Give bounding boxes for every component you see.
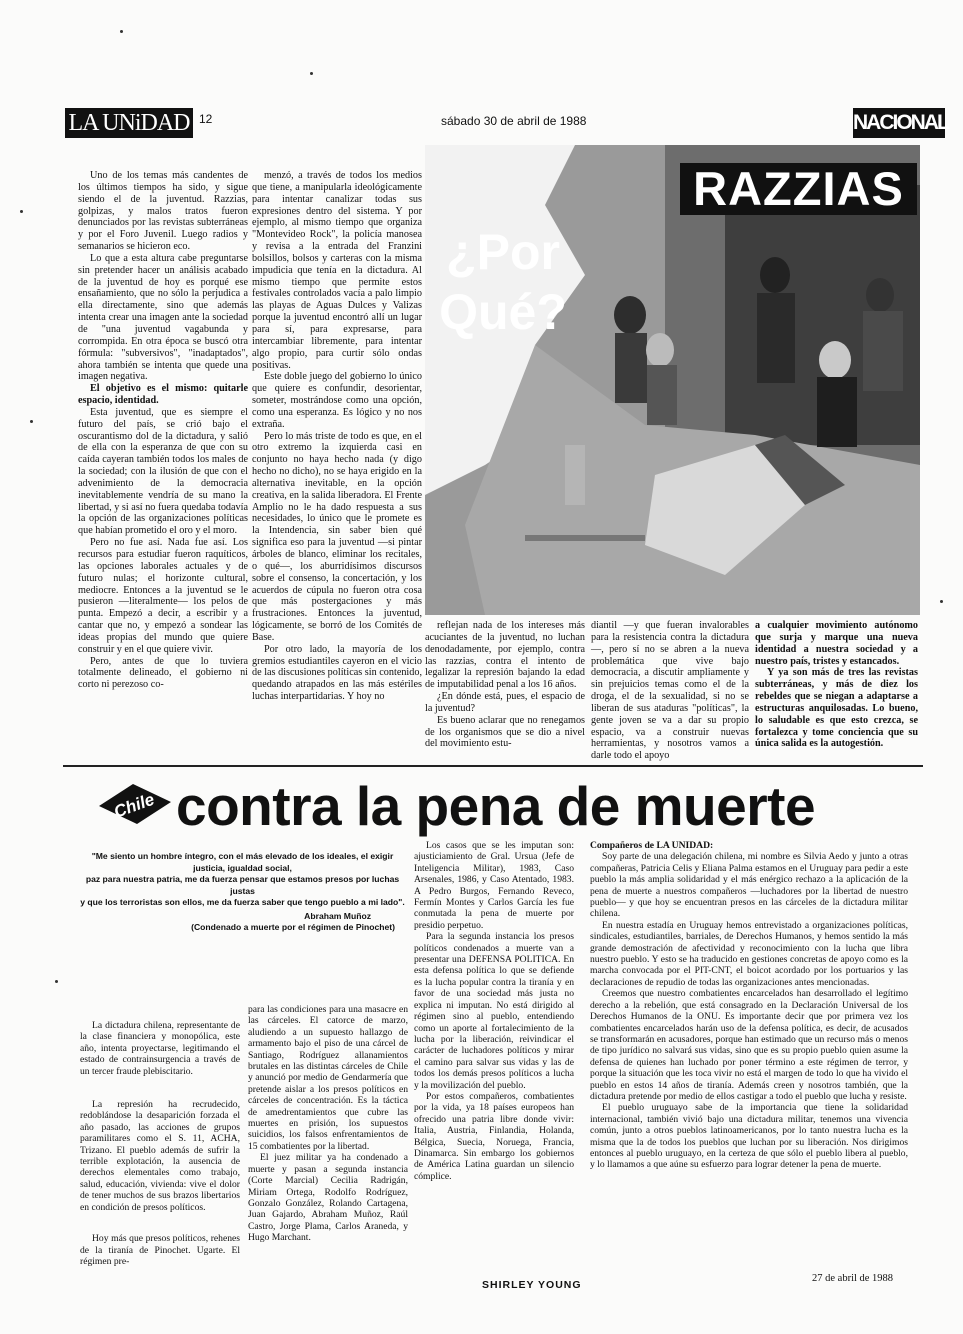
paragraph: Es bueno aclarar que no renegamos de los organismos que se dio a nivel del movimiento estu- <box>425 714 585 750</box>
razzias-column-2 <box>252 170 422 755</box>
article-banner: RAZZIAS <box>680 163 917 215</box>
razzias-column-5 <box>755 620 918 755</box>
quote-line: paz para nuestra patria, me da fuerza pensar que estamos presos por luchas justas <box>85 874 400 896</box>
paragraph: diantil —y que fueran invalorables para la resistencia contra la dictadura—, pero sí no se abren a la nueva problemática que vive bajo democracia, a discutir ampliamente y sin prejuicios temas como el de la droga, el de la sexualidad, si no se liberan de sus ataduras "políticas", la gente joven se va a dar su propio espacio, va a construir nuevas herramientas, y nosotros vamos a darle todo el apoyo <box>591 620 749 762</box>
razzias-column-1 <box>78 170 248 755</box>
paragraph: Pero no fue así. Nada fue así. Los recursos para estudiar fueron raquíticos, las opciones laborales actuales y de futuro nulas; el horizonte cultural, mediocre. Entonces a la juventud se le pusieron —literalmente— los pelos de punta. Empezó a decir, a escribir y a cantar que no, y empezó a sondear las ideas propias del mundo que quiere construir y en el que quiere vivir. <box>78 537 248 655</box>
paragraph: El objetivo es el mismo: quitarle espacio, identidad. <box>78 383 248 407</box>
paragraph: El pueblo uruguayo sabe de la importancia que tiene la solidaridad internacional, también vivió bajo una dictadura militar, tenemos una vivencia común, junto a otros pueblos latinoamericanos, por lo tanto nuestra lucha es la misma que la de todos los pueblos que luchan por su liberación. Nos dirigimos entonces al pueblo uruguayo, en la certeza de que sólo el pueblo libera al pueblo, y lo llamamos a que aúne su esfuerzo para lograr detener la pena de muerte. <box>590 1102 908 1171</box>
scan-speck <box>120 30 123 33</box>
letter-date: 27 de abril de 1988 <box>812 1273 894 1284</box>
section-divider <box>63 765 923 767</box>
paragraph: menzó, a través de todos los medios que tiene, a manipularla ideológicamente para intentar canalizar todas sus expresiones dentro del sistema. Y por ejemplo, al mismo tiempo que organiza "Montevideo Rock", la policía manosea y revisa a la entrada del Franzini bolsillos, bolsos y carteras con la misma impudicia que tenía en la dictadura. Al mismo tiempo que permite estos festivales controlados vacía a palo limpio las playas de Aguas Dulces y Valizas porque la juventud encontró allí un lugar para sí, para expresarse, para intercambiar libremente, para intentar algo propio, para curtir sólo ondas positivas. <box>252 170 422 371</box>
headline-line: Qué? <box>439 284 567 340</box>
chile-column-2 <box>248 1004 408 1274</box>
headline-line: ¿Por <box>446 224 560 280</box>
chile-letter <box>590 840 908 1270</box>
issue-date: sábado 30 de abril de 1988 <box>441 114 587 128</box>
paragraph: reflejan nada de los intereses más acuciantes de la juventud, no luchan denodadamente, por ejemplo, contra las razzias, contra el intento de legalizar la represión bajando la edad de imputabilidad penal a los 16 años. <box>425 620 585 691</box>
paragraph: Por otro lado, la mayoría de los gremios estudiantiles cayeron en el vicio de las discusiones políticas sin contenido, quedando atrapados en las más estériles luchas interpartidarias. Y hoy no <box>252 643 422 703</box>
photo-illustration <box>425 145 920 615</box>
newspaper-logo: LA UNiDAD <box>65 108 193 138</box>
letter-salutation: Compañeros de LA UNIDAD: <box>590 840 714 851</box>
paragraph: Este doble juego del gobierno lo único que quiere es confundir, desorientar, someter, mostrándose como una opción, como una esperanza. Es lógico y no nos extraña. <box>252 371 422 430</box>
page-number: 12 <box>199 112 213 126</box>
scan-speck <box>20 210 23 213</box>
quote-author: Abraham Muñoz <box>304 910 371 921</box>
quote-line: "Me siento un hombre íntegro, con el más elevado de los ideales, el exigir justicia, igualdad social, <box>91 851 394 873</box>
paragraph: Uno de los temas más candentes de los últimos tiempos ha sido, y sigue siendo el de la juventud. Razzias, golpizas, y malos tratos fueron denunciados por las revistas subterráneas y por el Foro Juvenil. Luego radios y semanarios se hicieron eco. <box>78 170 248 253</box>
razzias-photo <box>425 145 920 615</box>
quote-note: (Condenado a muerte por el régimen de Pinochet) <box>191 922 395 932</box>
chile-badge <box>93 780 175 828</box>
paragraph: Lo que a esta altura cabe preguntarse sin pretender hacer un análisis acabado de la juventud de hoy es porqué ese ensañamiento, que no sólo la perjudica a ella directamente, sino que además intenta crear una imagen ante la sociedad de "una juventud vagabunda y corrompida. En otra época se buscó otra fórmula: "subversivos", "inadaptados", ahora también se intenta que quede una imagen negativa. <box>78 252 248 383</box>
paragraph: Pero, antes de que lo tuviera totalmente delineado, el gobierno ni corto ni perezoso co- <box>78 655 248 691</box>
paragraph: Soy parte de una delegación chilena, mi nombre es Silvia Aedo y junto a otras compañeras, Patricia Celis y Eliana Palma estamos en el Uruguay para pedir a este pueblo la más amplia solidaridad y el más enérgico rechazo a la aplicación de la pena de muerte a nuestros compañeros —luchadores por la libertad de nuestro pueblo— y que hoy se encuentran presos en las cárceles de la dictadura militar chilena. <box>590 851 908 920</box>
paragraph: En nuestra estadía en Uruguay hemos entrevistado a organizaciones políticas, sindicales, estudiantiles, barriales, de Derechos Humanos, y hemos sentido la más grande demostración de afectividad y reconocimiento con la lucha que libra nuestro pueblo. Y esto se ha traducido en gestiones concretas de apoyo como es la marcha convocada por el PIT-CNT, el boicot acordado por los portuarios y las declaraciones de repudio de todas las organizaciones antes mencionadas. <box>590 919 908 988</box>
article-headline <box>428 222 578 342</box>
razzias-column-3 <box>425 620 585 755</box>
paragraph: Hoy más que presos políticos, rehenes de la tiranía de Pinochet. Ugarte. El régimen pre- <box>80 1233 240 1267</box>
masthead <box>65 108 948 138</box>
chile-headline: contra la pena de muerte <box>176 775 816 837</box>
scan-speck <box>30 420 33 423</box>
paragraph: Pero lo más triste de todo es que, en el otro extremo la izquierda casi en conjunto no haya hecho nada (y digo hecho no dicho), no se haya erigido en la alternativa inevitable, en la opción creativa, en la salida liberadora. El Frente Amplio no le ha dado respuesta a sus necesidades, lo único que le promete es la Intendencia, sin saber bien qué significa eso para la juventud —si pintar árboles de blanco, eliminar los recitales, o qué—, los aburridísimos discursos sobre el consenso, la concertación, y los acuerdos de cúpula no fueron otra cosa que más postergaciones y más frustraciones. Entonces la juventud, lógicamente, se borró de los Comités de Base. <box>252 430 422 643</box>
paragraph: La represión ha recrudecido, redoblándose la desaparición forzada el año pasado, las acciones de grupos paramilitares como el S. 11, ACHA, Trizano. El pueblo además de sufrir la terrible explotación, la ausencia de derechos elementales como trabajo, salud, educación, vivienda: vive el dolor de tener muchos de sus brazos libertarios en condición de presos políticos. <box>80 1099 240 1213</box>
paragraph: Por estos compañeros, combatientes por la vida, ya 18 países europeos han ofrecido una patria libre donde vivir: Italia, Austria, Finlandia, Holanda, Bélgica, Suecia, Noruega, Francia, Dinamarca. Sin embargo los gobiernos de América Latina guardan un silencio cómplice. <box>414 1090 574 1182</box>
chile-column-3 <box>414 840 574 1274</box>
paragraph: para las condiciones para una masacre en las cárceles. El catorce de marzo, aludiendo a un supuesto hallazgo de armamento bajo el piso de una cárcel de Santiago, Rodríguez allanamientos brutales en las distintas cárceles de Chile y anunció por medio de Gendarmería que pretende aislar a los presos políticos en cárceles de concentración. Es la táctica de amedrentamientos que cubre las muertes en prisión, los supuestos suicidios, los falsos enfrentamientos de 15 combatientes por la libertad. <box>248 1004 408 1152</box>
paragraph: Esta juventud, que es siempre el futuro del país, se crió bajo el oscurantismo dol de la dictadura, y salió de ella con la esperanza de que con su caída cayeran también todos los males de la sociedad; con la ilusión de que con el advenimiento de la democracia inevitablemente vendría de su mano la libertad, y si así no fuera quedaba todavía la opción de las organizaciones políticas que habían prometido el oro y el moro. <box>78 406 248 537</box>
scan-speck <box>310 72 313 75</box>
razzias-column-4 <box>591 620 749 762</box>
badge-label: Chile <box>111 789 157 822</box>
quote-line: y que los terroristas son ellos, me da fuerza saber que tengo pueblo a mi lado". <box>80 897 405 907</box>
scan-speck <box>940 600 943 603</box>
paragraph: Creemos que nuestro combatientes encarcelados han desarrollado el legítimo derecho a la rebelión, que está consagrado en la Declaración Universal de los Derechos Humanos de la ONU. Es importante decir que por primera vez los combatientes encarcelados harán uso de la defensa política, es decir, de acusados se transformarán en acusadores, porque han estimado que un recurso más o menos de tipo jurídico no salvará sus vidas, sino que es su propio pueblo quien asume la defensa de quienes han luchado por poner término a este régimen de terror, y porque la situación que les toca vivir no está el margen de todo lo que ha vivido el pueblo en estos 14 años de tiranía. Además creen y nosotros también, que la dictadura pretende por medio de ellos castigar a todo el pueblo que lucha y resiste. <box>590 988 908 1102</box>
paragraph: Para la segunda instancia los presos políticos condenados a muerte van a presentar una DEFENSA POLITICA. En esta defensa política lo que se defiende es la lucha popular contra la tiranía y en favor de una sociedad más justa no explica ni imputan. No está dirigido al régimen sino al pueblo, entendiendo como un aporte al fortalecimiento de la lucha por la liberación, reivindicar el carácter de luchadores políticos y mirar el camino para salvar sus vidas y las de todos los demás presos políticos a lucha y la movilización del pueblo. <box>414 931 574 1091</box>
chile-column-1 <box>80 1020 240 1270</box>
paragraph: El juez militar ya ha condenado a muerte y pasan a segunda instancia (Corte Marcial) Cecilia Radrigán, Miriam Ortega, Rodolfo Rodríguez, Gonzalo González, Rolando Cartagena, Juan Gajardo, Abraham Muñoz, Raúl Castro, Jorge Plama, Carlos Araneda, y Hugo Marchant. <box>248 1152 408 1244</box>
section-label: NACIONAL <box>853 108 945 138</box>
paragraph: Y ya son más de tres las revistas subterráneas, y más de diez los rebeldes que se niegan a adaptarse a estructuras anquilosadas. Lo bueno, lo saludable es que esto crezca, se fortalezca y tome conciencia que su única salida es la autogestión. <box>755 667 918 750</box>
author-byline: SHIRLEY YOUNG <box>482 1279 582 1291</box>
paragraph: Los casos que se les imputan son: ajusticiamiento de Gral. Ursua (Jefe de Inteligencia Militar), 1983, Caso Arsenales, 1986, y Caso Atentado, 1983. A Pedro Burgos, Fernando Reveco, Fermín Montes y Carlos García les fue conmutada la pena de muerte por presidio perpetuo. <box>414 840 574 931</box>
paragraph: a cualquier movimiento autónomo que surja y marque una nueva identidad a nuestra sociedad y a nuestro país, tristes y estancados. <box>755 620 918 667</box>
pull-quote <box>80 851 405 934</box>
paragraph: ¿En dónde está, pues, el espacio de la juventud? <box>425 691 585 714</box>
paragraph: La dictadura chilena, representante de la clase financiera y monopólica, este año, intenta proyectarse, legitimando el estado de contrainsurgencia a través de un tercer fraude plebiscitario. <box>80 1020 240 1077</box>
scan-speck <box>55 980 58 983</box>
